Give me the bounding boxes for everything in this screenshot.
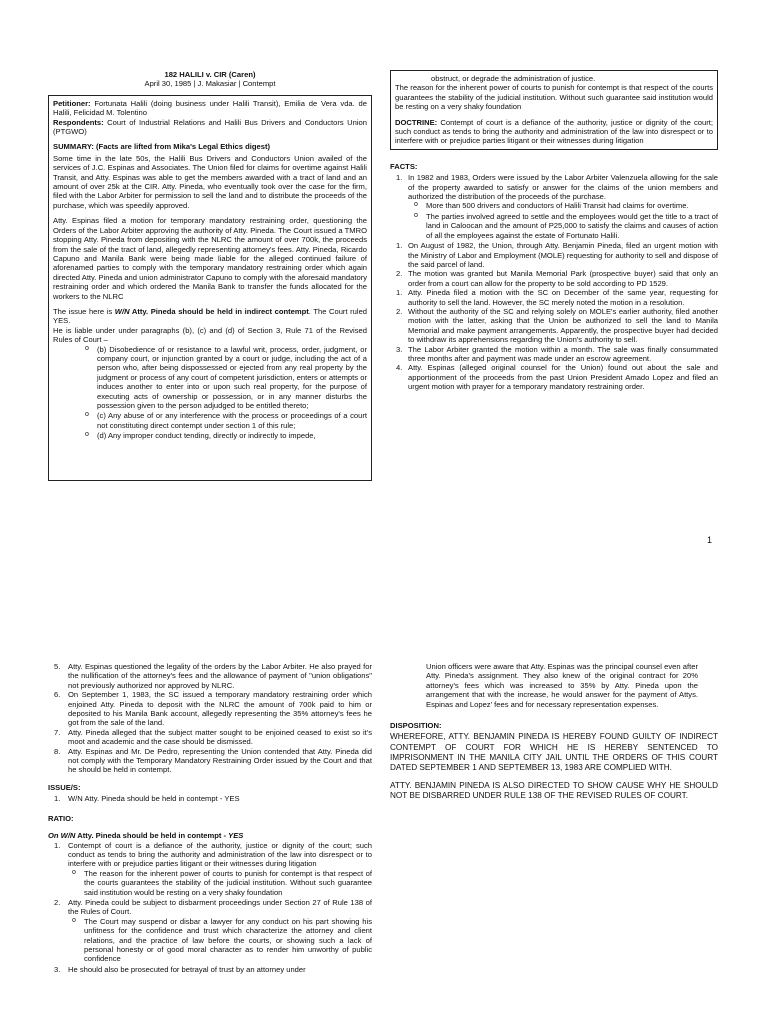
disposition-heading: DISPOSITION: <box>390 721 442 731</box>
right-column <box>390 70 718 392</box>
respondents-line: Respondents: Court of Industrial Relations and Halili Bus Drivers and Conductors Union (PTGWO) <box>53 117 367 137</box>
document-page-2 <box>0 640 768 1024</box>
list-item: 2. The motion was granted but Manila Memorial Park (prospective buyer) said that only an order from a court can allow for the property to be sold according to PD 1529. <box>396 269 718 288</box>
page-number: 1 <box>706 535 712 545</box>
union-officers-para: Union officers were aware that Atty. Espinas was the principal counsel even after Atty. Pineda's assignment. They also knew of the original contract for 20% attorney's fees which was increased to 35% by Atty. Pineda upon the arrangement that with the increase, he would answer for the payment of Attys. Espinas and Lopez' fees and for necessary representation expenses. <box>426 662 698 709</box>
rule-paragraph: o (d) Any improper conduct tending, directly or indirectly to impede, <box>97 431 367 440</box>
left-column <box>48 662 372 974</box>
rule-paragraph: o (b) Disobedience of or resistance to a lawful writ, process, order, judgment, or company court, or injunction granted by a court or judge, including the act of a person who, after being dispossessed or ejected from any real property by the judgment or process of any court of competent jurisdiction, enters or attempts or induces another to enter into or upon such real property, for the purpose of executing acts of ownership or possession, or in any manner disturbs the possession given to the person adjudged to be entitled thereto; <box>97 345 367 411</box>
list-item: 7. Atty. Pineda alleged that the subject matter sought to be enjoined ceased to exist so it's moot and academic and the case should be dismissed. <box>54 727 372 747</box>
list-item: o More than 500 drivers and conductors of Halili Transit had claims for overtime. <box>426 201 718 210</box>
right-column <box>390 662 718 807</box>
facts-list <box>390 173 718 391</box>
reason-para: The reason for the inherent power of courts to punish for contempt is that respect of the courts guarantees the stability of the judicial institution. Without such guarantee said institution would be resting on a very shaky foundation <box>395 83 713 112</box>
ratio-subheading: On W/N Atty. Pineda should be held in contempt - YES <box>48 831 244 841</box>
ratio-heading: RATIO: <box>48 813 74 823</box>
page-gap <box>0 580 768 640</box>
disposition-text: WHEREFORE, ATTY. BENJAMIN PINEDA IS HEREBY FOUND GUILTY OF INDIRECT CONTEMPT OF COURT FOR WHICH HE IS HEREBY SENTENCED TO IMPRISONMENT IN THE MANILA CITY JAIL UNTIL THE ORDERS OF THIS COURT DATED SEPTEMBER 1 AND SEPTEMBER 13, 1983 ARE COMPLIED WITH. <box>390 732 718 772</box>
list-item: 6. On September 1, 1983, the SC issued a temporary mandatory restraining order which enjoined Atty. Pineda to deposit with the NLRC the amount of 700k paid to him or deposited to his Manila Bank account, allegedly representing the 35% attorney's fees he got from the sale of the land. <box>54 690 372 728</box>
ratio-list <box>48 841 372 975</box>
issues-heading: ISSUE/S: <box>48 782 81 792</box>
summary-para-2: Atty. Espinas filed a motion for temporary mandatory restraining order, questioning the Orders of the Labor Arbiter approving the authority of Atty. Pineda. The Court issued a TMRO stopping Atty. Pineda from depositing with the NLRC the amount of over 700k, the proceeds from the sale of the tract of land, allegedly representing attorney's fees. Atty. Pineda, Ricardo Capuno and Manila Bank were being made liable for the alleged continued failure of aforenamed parties to comply with the temporary mandatory restraining order which again directed Atty. Pineda and union administrator Capuno to comply with the aforesaid mandatory restraining order and which ordered the Manila Bank to transfer the funds allocated for the workers to the NLRC <box>53 216 367 301</box>
issue-line: The issue here is W/N Atty. Pineda should be held in indirect contempt. The Court ruled YES. <box>53 306 368 326</box>
summary-heading: SUMMARY: (Facts are lifted from Mika's Legal Ethics digest) <box>53 142 270 152</box>
facts-heading: FACTS: <box>390 161 418 171</box>
left-column <box>48 70 372 481</box>
case-subtitle: April 30, 1985 | J. Makasiar | Contempt <box>144 79 276 89</box>
issue-item: 1. W/N Atty. Pineda should be held in contempt - YES <box>54 794 240 804</box>
list-item: 5. Atty. Espinas questioned the legality of the orders by the Labor Arbiter. He also prayed for the nullification of the attorney's fees and the allowance of payment of "union obligations" not previously authorized nor approved by NLRC. <box>54 662 372 690</box>
list-item: 8. Atty. Espinas and Mr. De Pedro, representing the Union contended that Atty. Pineda did not comply with the Temporary Mandatory Restraining Order issued by the Court and that he should be held in contempt. <box>54 746 372 775</box>
rule-paragraph-list <box>53 345 367 441</box>
list-item: 4. Atty. Espinas (alleged original counsel for the Union) found out about the sale and apportionment of the proceeds from the past Union President Amado Lopez and filed an urgent motion with prayer for a temporary mandatory restraining order. <box>396 363 718 392</box>
list-item: 1. Atty. Pineda filed a motion with the SC on December of the same year, requesting for authority to sell the land. However, the SC merely noted the motion in a resolution. <box>396 288 718 307</box>
disbar-text: ATTY. BENJAMIN PINEDA IS ALSO DIRECTED TO SHOW CAUSE WHY HE SHOULD NOT BE DISBARRED UNDER RULE 138 OF THE REVISED RULES OF COURT. <box>390 781 718 801</box>
rule-paragraph: o (c) Any abuse of or any interference with the process or proceedings of a court not constituting direct contempt under section 1 of this rule; <box>97 411 367 430</box>
liable-line: He is liable under under paragraphs (b), (c) and (d) of Section 3, Rule 71 of the Revised Rules of Court – <box>53 325 367 345</box>
summary-para-1: Some time in the late 50s, the Halili Bus Drivers and Conductors Union availed of the services of J.C. Espinas and Associates. The Union filed for claims for overtime against Halili Transit, and Atty. Espinas was able to get the members awarded with a tract of land and an amount of over 25k at the CIR. Atty. Pineda, who eventually took over the case for the firm, filed with the Labor Arbiter for permission to sell the land and to distribute the proceeds of the purchase, which was speedily approved. <box>53 153 367 210</box>
list-item: o The parties involved agreed to settle and the employees would get the title to a tract of land in Caloocan and the amount of P25,000 to satisfy the claims and causes of action of all the employees against the estate of Fortunato Halili. <box>426 212 718 240</box>
doctrine-box <box>390 70 718 150</box>
list-item: 3. He should also be prosecuted for betrayal of trust by an attorney under <box>54 964 306 974</box>
doctrine-para: DOCTRINE: Contempt of court is a defiance of the authority, justice or dignity of the court; such conduct as tends to bring the authority and administration of the law into disrespect or to interfere with or prejudice parties litigant or their witnesses during litigation <box>395 117 713 146</box>
list-item: 1. In 1982 and 1983, Orders were issued by the Labor Arbiter Valenzuela allowing for the sale of the property awarded to satisfy or answer for the claims of the union members and authorized the distribution of the proceeds of the purchase. o More than 500 drivers and conductors of Halili Transit had claims for overtime. o The parties involved agreed to settle and the employees would get the title to a tract of land in Caloocan and the amount of P25,000 to satisfy the claims and causes of action of all the employees against the estate of Fortunato Halili. <box>396 173 718 241</box>
list-item: o The reason for the inherent power of courts to punish for contempt is that respect of the courts guarantees the stability of the judicial institution. Without such guarantee said institution would be resting on a very shaky foundation <box>84 869 372 897</box>
list-item: o The Court may suspend or disbar a lawyer for any conduct on his part showing his unfitness for the confidence and trust which characterize the attorney and client relations, and the practice of law before the courts, or showing such a lack of personal honesty or of good moral character as to render him unworthy of public confidence <box>84 917 372 964</box>
petitioner-line: Petitioner: Fortunata Halili (doing business under Halili Transit), Emilia de Vera vda. de Halili, Felicidad M. Tolentino <box>53 98 367 118</box>
list-item: 1. Contempt of court is a defiance of the authority, justice or dignity of the court; such conduct as tends to bring the authority and administration of the law into disrespect or to interfere with or prejudice parties litigant or their witnesses during litigation o The reason for the inherent power of courts to punish for contempt is that respect of the courts guarantees the stability of the judicial institution. Without such guarantee said institution would be resting on a very shaky foundation <box>54 841 372 898</box>
list-item: 1. On August of 1982, the Union, through Atty. Benjamin Pineda, filed an urgent motion with the Ministry of Labor and Employment (MOLE) requesting for authority to sell and dispose of the said parcel of land. <box>396 241 718 269</box>
summary-box <box>48 95 372 481</box>
list-item: 3. The Labor Arbiter granted the motion within a month. The sale was finally consummated three months after and payment was made under an escrow agreement. <box>396 344 718 363</box>
facts-continued-list <box>48 662 372 775</box>
list-item: 2. Atty. Pineda could be subject to disbarment proceedings under Section 27 of Rule 138 of the Rules of Court. o The Court may suspend or disbar a lawyer for any conduct on his part showing his unfitness for the confidence and trust which characterize the attorney and client relations, and the practice of law before the courts, or showing such a lack of personal honesty or of good moral character as to render him unworthy of public confidence <box>54 898 372 965</box>
list-item: 2. Without the authority of the SC and relying solely on MOLE's earlier authority, filed another motion with the latter, asking that the Union be authorized to sell the land to Manila Memorial and make payment arrangements. Apparently, the prospective buyer had decided to withdraw its apprehensions regarding the Union's authority to sell. <box>396 306 718 345</box>
case-title: 182 HALILI v. CIR (Caren) <box>164 70 256 79</box>
contempt-continuation: obstruct, or degrade the administration of justice. <box>431 74 596 83</box>
